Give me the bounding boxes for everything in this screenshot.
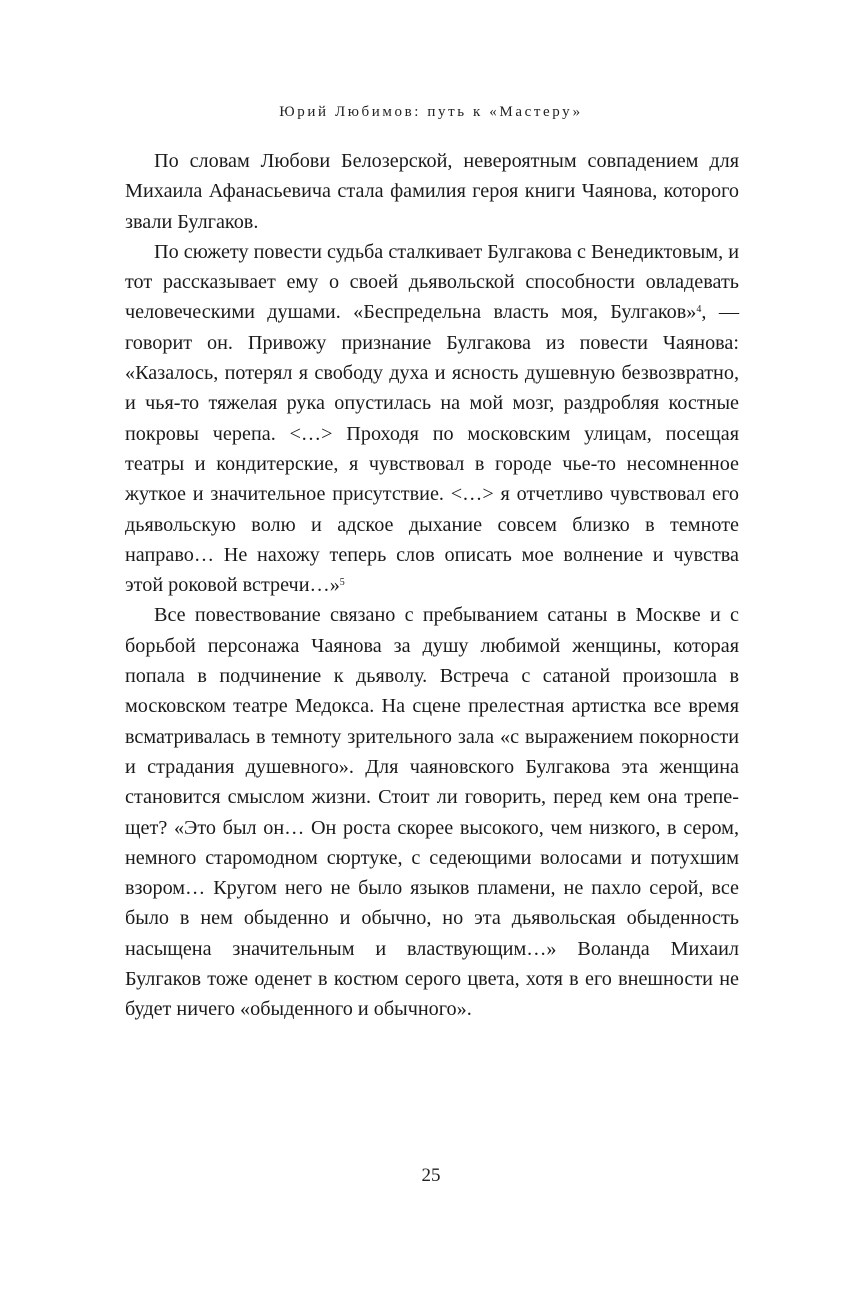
paragraph-text: По сюжету повести судьба сталкивает Булгакова с Венедиктовым, и тот рассказывает ему о своей дьявольской способности овладевать человеческими душами. «Беспредельна власть моя, Булгаков» [125,240,739,324]
footnote-marker: 4 [696,304,702,316]
footnote-marker: 5 [339,577,345,589]
paragraph [125,600,739,1024]
body-text [125,146,739,1025]
paragraph-text: Все повествование связано с пребыванием сатаны в Москве и с борьбой персонажа Чаянова за душу любимой женщины, которая попала в подчинение к дьяволу. Встреча с сатаной произошла в московском театре Медокса. На сцене прелестная артистка все время всматривалась в темноту зрительного зала «с выражением покорности и страдания душевного». Для чаяновского Булгакова эта женщина становится смыслом жизни. Стоит ли говорить, перед кем она трепещет? «Это был он… Он роста скорее высокого, чем низкого, в сером, немного старомодном сюртуке, с седеющими волосами и потухшим взором… Кругом него не было языков пламени, не пахло серой, все было в нем обыденно и обычно, но эта дьявольская обыденность насыщена значительным и властвующим…» Воланда Михаил Булгаков тоже оденет в костюм серого цвета, хотя в его внешности не будет ничего «обыденного и обычного». [125,604,739,1021]
paragraph [125,237,739,601]
running-head: Юрий Любимов: путь к «Мастеру» [279,104,583,120]
paragraph [125,146,739,237]
paragraph-text: , — говорит он. Привожу признание Булгакова из повести Чаянова: «Казалось, потерял я свободу духа и ясность душевную безвозвратно, и чья-то тяжелая рука опустилась на мой мозг, раздробляя костные покровы черепа. <…> Проходя по московским улицам, посещая театры и кондитерские, я чувствовал в городе чье-то несомненное жуткое и значительное присутствие. <…> я отчетливо чувствовал его дьявольскую волю и адское дыхание совсем близко в темноте направо… Не нахожу теперь слов описать мое волнение и чувства этой роковой встречи…» [125,301,739,597]
paragraph-text: По словам Любови Белозерской, невероятным совпадением для Михаила Афанасьевича стала фамилия героя книги Чаянова, которого звали Булгаков. [125,150,739,233]
page-number: 25 [421,1165,441,1186]
